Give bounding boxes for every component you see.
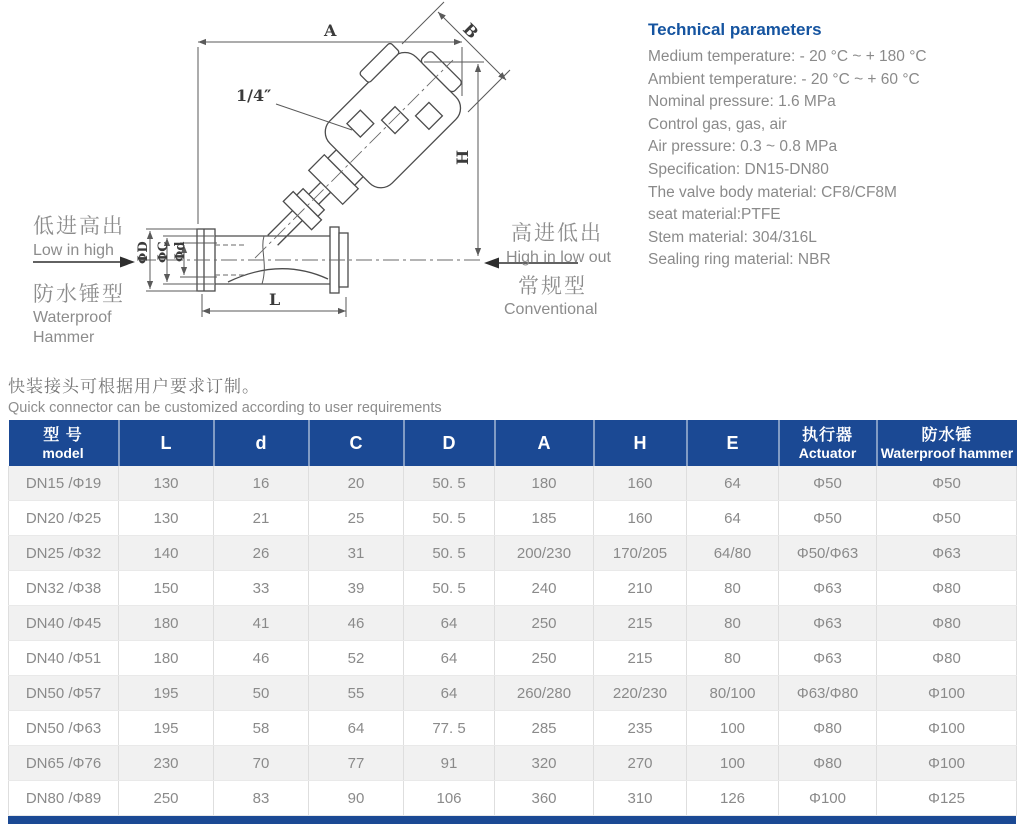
table-cell: 50. 5	[404, 571, 495, 606]
label-conventional-en: Conventional	[504, 301, 598, 318]
parameter-line: Control gas, gas, air	[648, 115, 787, 133]
table-row	[9, 571, 1017, 606]
parameter-line: seat material:PTFE	[648, 206, 781, 224]
table-cell: Φ80	[877, 571, 1017, 606]
table-cell: 285	[495, 711, 594, 746]
table-cell: DN65 /Φ76	[9, 746, 119, 781]
table-cell: 52	[309, 641, 404, 676]
table-cell: DN80 /Φ89	[9, 781, 119, 816]
column-header: C	[309, 420, 404, 466]
table-cell: 25	[309, 501, 404, 536]
table-cell: 220/230	[594, 676, 687, 711]
column-header: H	[594, 420, 687, 466]
table-cell: DN32 /Φ38	[9, 571, 119, 606]
table-cell: DN25 /Φ32	[9, 536, 119, 571]
table-cell: 80	[687, 641, 779, 676]
column-header: 防水锤 Waterproof hammer	[877, 420, 1017, 466]
technical-parameters-panel	[648, 20, 1020, 272]
table-cell: DN50 /Φ63	[9, 711, 119, 746]
spec-table-body	[9, 466, 1017, 816]
table-cell: 20	[309, 466, 404, 501]
table-cell: 33	[214, 571, 309, 606]
table-cell: 64	[404, 606, 495, 641]
table-cell: Φ100	[877, 711, 1017, 746]
table-cell: Φ50	[877, 466, 1017, 501]
table-cell: 77. 5	[404, 711, 495, 746]
dim-a-label: A	[324, 21, 337, 40]
table-cell: 215	[594, 606, 687, 641]
table-cell: 50. 5	[404, 536, 495, 571]
parameter-line: The valve body material: CF8/CF8M	[648, 183, 897, 201]
table-row	[9, 781, 1017, 816]
spec-header-row	[9, 420, 1017, 466]
table-cell: 100	[687, 746, 779, 781]
table-cell: 16	[214, 466, 309, 501]
table-cell: DN40 /Φ51	[9, 641, 119, 676]
table-cell: 180	[119, 641, 214, 676]
customization-note	[8, 372, 442, 416]
table-cell: 80	[687, 606, 779, 641]
table-cell: 230	[119, 746, 214, 781]
parameter-line: Ambient temperature: - 20 °C ~ + 60 °C	[648, 70, 920, 88]
table-cell: 210	[594, 571, 687, 606]
dim-diad-label: Φd	[173, 241, 188, 262]
valve-body	[197, 227, 348, 293]
table-cell: Φ100	[779, 781, 877, 816]
table-cell: 150	[119, 571, 214, 606]
table-cell: 50. 5	[404, 466, 495, 501]
table-cell: 160	[594, 466, 687, 501]
table-cell: 64	[404, 641, 495, 676]
table-cell: 360	[495, 781, 594, 816]
column-header: E	[687, 420, 779, 466]
table-cell: 240	[495, 571, 594, 606]
spec-table	[8, 420, 1017, 816]
label-conventional-cn: 常规型	[518, 275, 587, 298]
table-cell: 64	[687, 501, 779, 536]
label-waterproof-en2: Hammer	[33, 329, 95, 346]
table-cell: Φ80	[779, 746, 877, 781]
table-cell: 160	[594, 501, 687, 536]
table-cell: 130	[119, 466, 214, 501]
port-size-label: 1/4″	[236, 86, 272, 105]
dim-h-label: H	[453, 149, 472, 165]
table-row	[9, 466, 1017, 501]
column-header: d	[214, 420, 309, 466]
label-waterproof-hammer-cn: 防水锤型	[33, 283, 125, 306]
table-cell: DN40 /Φ45	[9, 606, 119, 641]
table-cell: Φ80	[779, 711, 877, 746]
table-cell: 64/80	[687, 536, 779, 571]
parameter-line: Nominal pressure: 1.6 MPa	[648, 93, 836, 111]
dim-diaC-label: ΦC	[156, 241, 171, 263]
table-cell: Φ80	[877, 606, 1017, 641]
table-cell: 39	[309, 571, 404, 606]
table-cell: 21	[214, 501, 309, 536]
table-cell: Φ50/Φ63	[779, 536, 877, 571]
table-cell: Φ63	[779, 571, 877, 606]
dim-b-label: B	[459, 19, 483, 43]
parameter-line: Stem material: 304/316L	[648, 228, 817, 246]
bottom-accent-bar	[8, 816, 1016, 824]
table-cell: 58	[214, 711, 309, 746]
table-cell: 270	[594, 746, 687, 781]
table-cell: DN50 /Φ57	[9, 676, 119, 711]
table-cell: 46	[309, 606, 404, 641]
note-en: Quick connector can be customized according to user requirements	[8, 400, 442, 416]
label-high-in-low-en: High in low out	[506, 249, 611, 266]
table-cell: 250	[495, 606, 594, 641]
table-cell: Φ63/Φ80	[779, 676, 877, 711]
dimension-L	[202, 290, 346, 317]
table-cell: 310	[594, 781, 687, 816]
valve-technical-drawing	[0, 0, 640, 365]
table-cell: 46	[214, 641, 309, 676]
table-cell: 235	[594, 711, 687, 746]
label-low-in-high-cn: 低进高出	[33, 215, 125, 238]
table-row	[9, 746, 1017, 781]
table-cell: Φ80	[877, 641, 1017, 676]
table-cell: 80	[687, 571, 779, 606]
parameter-line: Air pressure: 0.3 ~ 0.8 MPa	[648, 138, 838, 156]
actuator-assembly	[215, 20, 484, 289]
table-cell: 185	[495, 501, 594, 536]
table-cell: 180	[495, 466, 594, 501]
table-cell: 195	[119, 676, 214, 711]
table-cell: 55	[309, 676, 404, 711]
column-header: 执行器 Actuator	[779, 420, 877, 466]
table-cell: 80/100	[687, 676, 779, 711]
table-cell: 250	[119, 781, 214, 816]
table-cell: Φ50	[779, 466, 877, 501]
table-cell: DN15 /Φ19	[9, 466, 119, 501]
table-row	[9, 501, 1017, 536]
table-cell: Φ50	[877, 501, 1017, 536]
table-cell: Φ63	[877, 536, 1017, 571]
table-cell: 31	[309, 536, 404, 571]
table-cell: Φ100	[877, 676, 1017, 711]
table-cell: 41	[214, 606, 309, 641]
table-row	[9, 606, 1017, 641]
table-cell: 64	[404, 676, 495, 711]
note-cn: 快装接头可根据用户要求订制。	[8, 377, 260, 396]
table-cell: 260/280	[495, 676, 594, 711]
table-cell: 195	[119, 711, 214, 746]
label-low-in-high-en: Low in high	[33, 242, 114, 259]
table-cell: Φ125	[877, 781, 1017, 816]
parameters-list	[648, 46, 1020, 272]
label-waterproof-en1: Waterproof	[33, 309, 112, 326]
dim-diaD-label: ΦD	[136, 241, 151, 264]
table-cell: 250	[495, 641, 594, 676]
parameter-line: Sealing ring material: NBR	[648, 251, 831, 269]
table-cell: 140	[119, 536, 214, 571]
technical-parameters-title: Technical parameters	[648, 20, 822, 39]
table-cell: 91	[404, 746, 495, 781]
table-cell: 170/205	[594, 536, 687, 571]
parameter-line: Medium temperature: - 20 °C ~ + 180 °C	[648, 48, 927, 65]
table-cell: 180	[119, 606, 214, 641]
table-cell: 200/230	[495, 536, 594, 571]
parameter-line: Specification: DN15-DN80	[648, 160, 829, 178]
table-cell: 130	[119, 501, 214, 536]
table-cell: 215	[594, 641, 687, 676]
table-row	[9, 536, 1017, 571]
label-high-in-low-cn: 高进低出	[511, 222, 603, 245]
table-cell: 26	[214, 536, 309, 571]
column-header: L	[119, 420, 214, 466]
table-row	[9, 676, 1017, 711]
table-cell: Φ63	[779, 641, 877, 676]
table-cell: DN20 /Φ25	[9, 501, 119, 536]
table-cell: 320	[495, 746, 594, 781]
table-cell: 50. 5	[404, 501, 495, 536]
table-cell: 106	[404, 781, 495, 816]
table-cell: 100	[687, 711, 779, 746]
column-header: 型 号 model	[9, 420, 119, 466]
column-header: D	[404, 420, 495, 466]
table-cell: 90	[309, 781, 404, 816]
table-cell: 83	[214, 781, 309, 816]
table-cell: 50	[214, 676, 309, 711]
table-row	[9, 641, 1017, 676]
table-cell: 64	[687, 466, 779, 501]
table-cell: 70	[214, 746, 309, 781]
table-cell: Φ50	[779, 501, 877, 536]
dim-l-label: L	[269, 290, 281, 309]
table-row	[9, 711, 1017, 746]
column-header: A	[495, 420, 594, 466]
table-cell: 64	[309, 711, 404, 746]
table-cell: Φ100	[877, 746, 1017, 781]
table-cell: 77	[309, 746, 404, 781]
table-cell: 126	[687, 781, 779, 816]
table-cell: Φ63	[779, 606, 877, 641]
